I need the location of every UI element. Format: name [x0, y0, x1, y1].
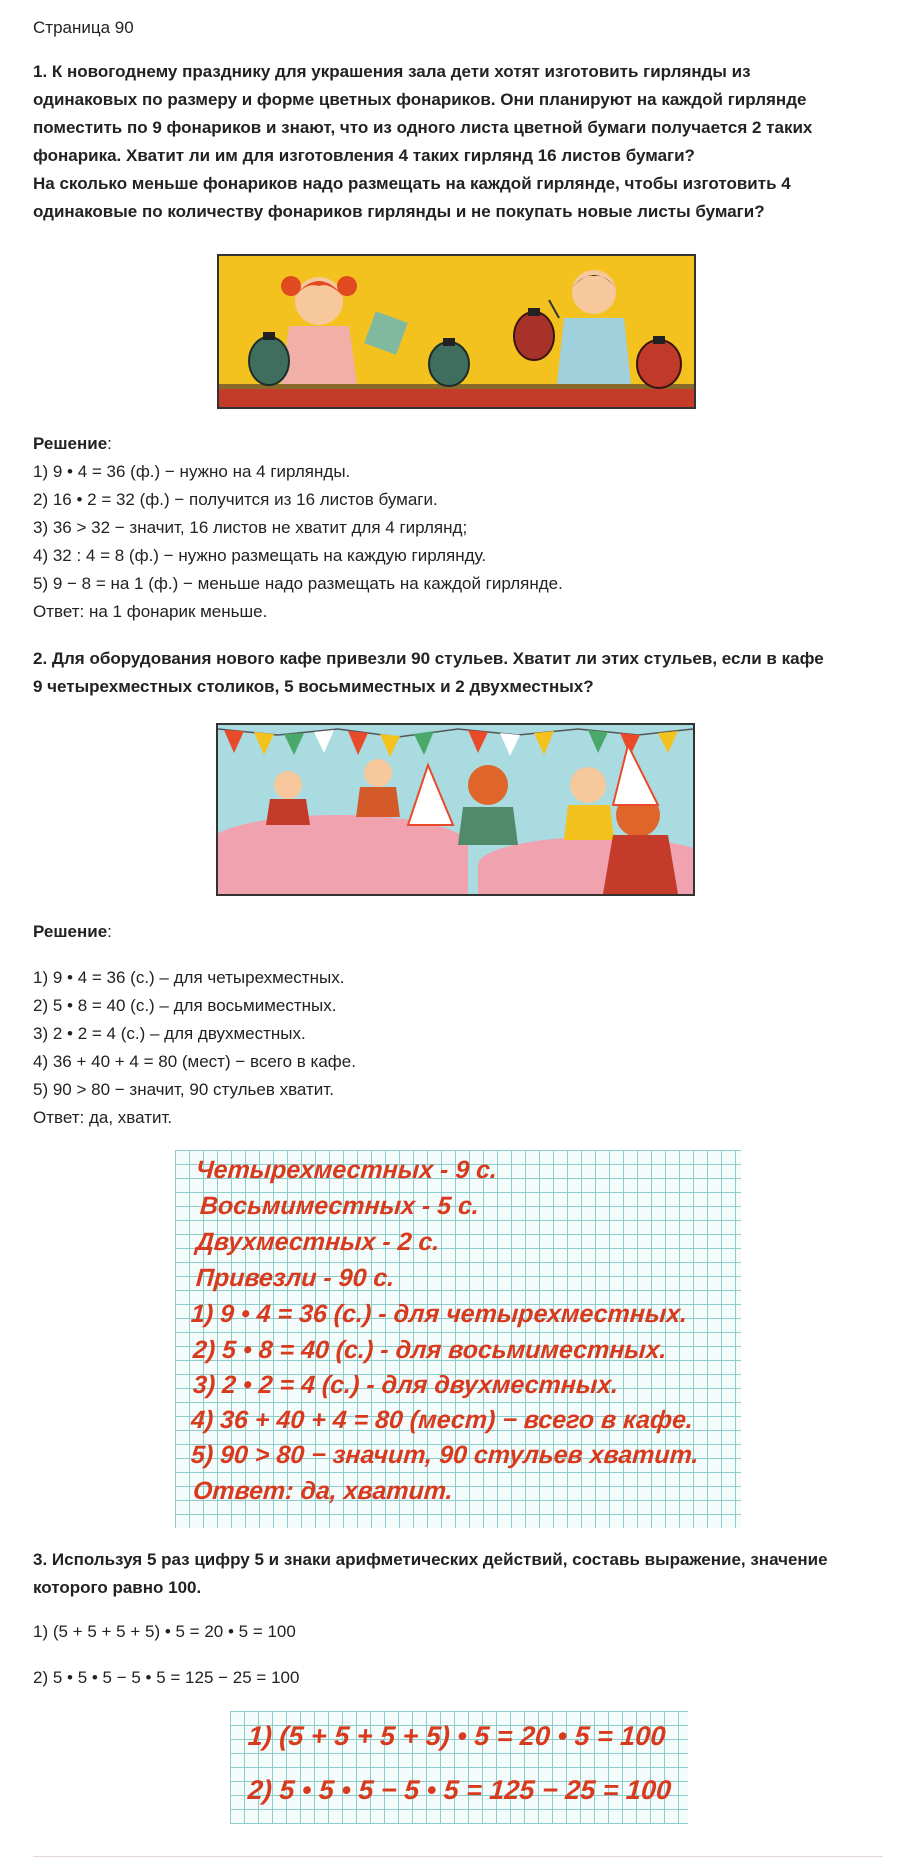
task3-answer-1: 1) (5 + 5 + 5 + 5) • 5 = 20 • 5 = 100	[33, 1622, 296, 1641]
task1-line: 1. К новогоднему празднику для украшения зала дети хотят изготовить гирлянды из	[33, 62, 751, 81]
illustration-cafe	[216, 723, 695, 896]
task2-line: 2. Для оборудования нового кафе привезли 90 стульев. Хватит ли этих стульев, если в кафе	[33, 649, 824, 668]
lantern-icon	[429, 338, 469, 386]
task2-solution	[33, 964, 893, 1132]
notebook-task3	[230, 1711, 688, 1824]
notebook-line: Четырехместных - 9 с.	[195, 1156, 499, 1184]
task3-answer-2: 2) 5 • 5 • 5 − 5 • 5 = 125 − 25 = 100	[33, 1668, 300, 1687]
solution-step: 3) 2 • 2 = 4 (с.) – для двухместных.	[33, 1024, 306, 1043]
notebook-line: 4) 36 + 40 + 4 = 80 (мест) − всего в кафе.	[190, 1406, 695, 1434]
solution-step: 4) 32 : 4 = 8 (ф.) − нужно размещать на каждую гирлянду.	[33, 546, 487, 565]
task3-text	[33, 1546, 893, 1602]
solution-heading: Решение:	[33, 434, 112, 453]
notebook-task2	[175, 1150, 741, 1528]
illustration-lanterns	[217, 254, 696, 409]
notebook-line: 3) 2 • 2 = 4 (с.) - для двухместных.	[192, 1371, 620, 1399]
task1-solution	[33, 430, 893, 626]
solution-step: 5) 90 > 80 − значит, 90 стульев хватит.	[33, 1080, 334, 1099]
lantern-icon	[249, 332, 289, 385]
solution-step: 5) 9 − 8 = на 1 (ф.) − меньше надо размещать на каждой гирлянде.	[33, 574, 563, 593]
notebook-line: Ответ: да, хватит.	[192, 1477, 454, 1505]
child-icon	[281, 276, 408, 384]
notebook-line: 2) 5 • 5 • 5 − 5 • 5 = 125 − 25 = 100	[246, 1775, 673, 1805]
solution-step: 1) 9 • 4 = 36 (с.) – для четырехместных.	[33, 968, 345, 987]
notebook-line: 1) (5 + 5 + 5 + 5) • 5 = 20 • 5 = 100	[246, 1721, 667, 1751]
lantern-icon	[637, 336, 681, 388]
task1-line: На сколько меньше фонариков надо размещать на каждой гирлянде, чтобы изготовить 4	[33, 174, 791, 193]
notebook-line: 1) 9 • 4 = 36 (с.) - для четырехместных.	[190, 1300, 689, 1328]
task3-line: которого равно 100.	[33, 1578, 202, 1597]
task1-text	[33, 58, 893, 226]
page-title: Страница 90	[33, 18, 134, 37]
lantern-icon	[514, 308, 554, 360]
task2-line: 9 четырехместных столиков, 5 восьмиместных и 2 двухместных?	[33, 677, 594, 696]
notebook-line: 2) 5 • 8 = 40 (с.) - для восьмиместных.	[192, 1336, 668, 1364]
notebook-line: Двухместных - 2 с.	[195, 1228, 441, 1256]
solution-step: 3) 36 > 32 − значит, 16 листов не хватит для 4 гирлянд;	[33, 518, 468, 537]
notebook-line: 5) 90 > 80 − значит, 90 стульев хватит.	[190, 1441, 700, 1469]
solution-answer: Ответ: на 1 фонарик меньше.	[33, 602, 268, 621]
solution-step: 1) 9 • 4 = 36 (ф.) − нужно на 4 гирлянды.	[33, 462, 351, 481]
solution-step: 2) 16 • 2 = 32 (ф.) − получится из 16 листов бумаги.	[33, 490, 438, 509]
table-icon	[219, 388, 694, 407]
task1-line: одинаковые по количеству фонариков гирлянды и не покупать новые листы бумаги?	[33, 202, 765, 221]
solution-step: 4) 36 + 40 + 4 = 80 (мест) − всего в кафе.	[33, 1052, 356, 1071]
solution-answer: Ответ: да, хватит.	[33, 1108, 173, 1127]
task2-solution-heading: Решение:	[33, 922, 112, 941]
task1-line: фонарика. Хватит ли им для изготовления 4 таких гирлянд 16 листов бумаги?	[33, 146, 695, 165]
task3-line: 3. Используя 5 раз цифру 5 и знаки арифметических действий, составь выражение, значение	[33, 1550, 828, 1569]
notebook-line: Привезли - 90 с.	[195, 1264, 396, 1292]
solution-step: 2) 5 • 8 = 40 (с.) – для восьмиместных.	[33, 996, 337, 1015]
task1-line: поместить по 9 фонариков и знают, что из одного листа цветной бумаги получается 2 таких	[33, 118, 813, 137]
child-icon	[549, 270, 631, 384]
footer-divider	[33, 1856, 883, 1857]
task1-line: одинаковых по размеру и форме цветных фонариков. Они планируют на каждой гирлянде	[33, 90, 807, 109]
task2-text	[33, 645, 893, 701]
notebook-line: Восьмиместных - 5 с.	[199, 1192, 480, 1220]
bunting-flag-icon	[224, 730, 678, 757]
